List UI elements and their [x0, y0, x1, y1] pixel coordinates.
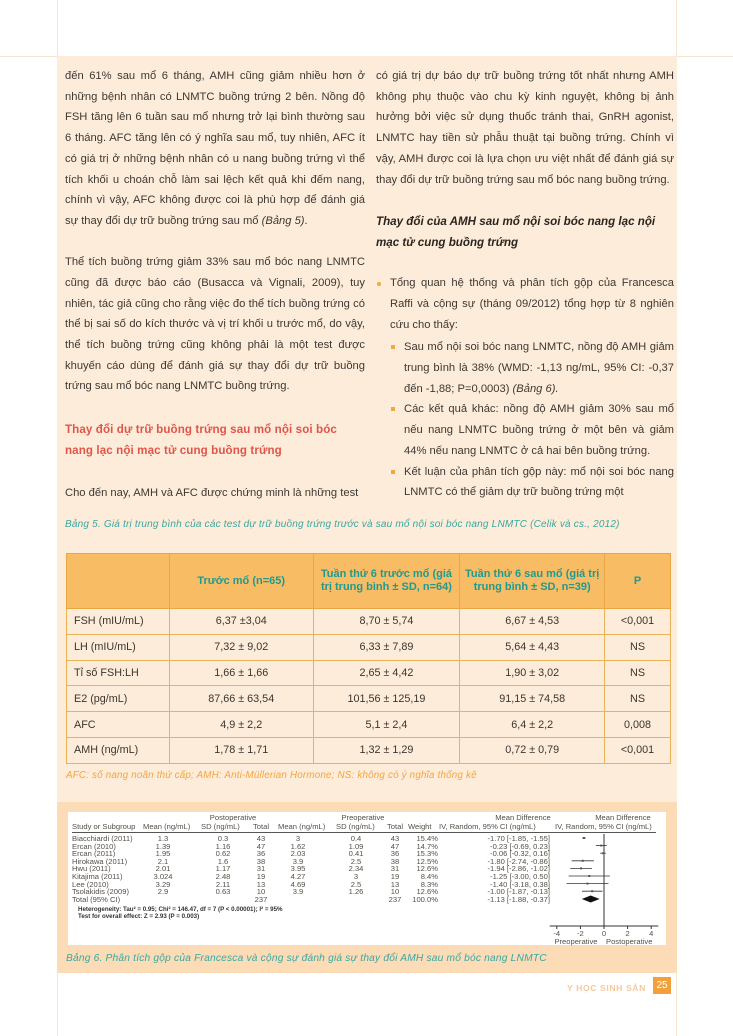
post-total: 13 [256, 879, 266, 889]
table5-note: AFC: số nang noãn thứ cấp; AMH: Anti-Müllerian Hormone; NS: không có ý nghĩa thống kê [66, 770, 477, 781]
table5-cell: 8,70 ± 5,74 [313, 609, 460, 635]
study-name: Ercan (2011) [72, 849, 116, 859]
table5-cell: <0,001 [605, 609, 671, 635]
study-weight: 12.5% [416, 856, 438, 866]
pre-total: 38 [390, 856, 400, 866]
table5-cell: 2,65 ± 4,42 [313, 660, 460, 686]
table5-row-label: E2 (pg/mL) [67, 686, 170, 712]
study-name: Kitajima (2011) [72, 872, 123, 881]
left-para-3: Cho đến nay, AMH và AFC được chứng minh là những test [65, 487, 359, 500]
study-mean-difference: -1.25 [-3.00, 0.50] [490, 872, 550, 881]
left-para-1: đến 61% sau mổ 6 tháng, AMH cũng giảm nhiều hơn ở những bệnh nhân có LNMTC buồng trứng 2 bên. Nồng độ FSH tăng lên 6 tuần sau mổ nhưng trở lại bình thường sau 6 tháng. AFC tăng lên có ý nghĩa sau mổ, tuy nhiên, AFC ít có giá trị ở những bệnh nhân có u nang buồng trứng vì thể tích khối u choán chỗ làm sai lệch kết quả khi đếm nang, chính vì vậy, AFC không được coi là phù hợp để đánh giá sự thay đổi dự trữ buồng trứng sau mổ (Bảng 5). [65, 70, 365, 227]
table5-cell: 5,64 ± 4,43 [460, 634, 605, 660]
pre-mean: 3.95 [290, 864, 306, 874]
post-total: 19 [256, 872, 266, 881]
study-mean-difference: -1.70 [-1.85, -1.55] [487, 834, 550, 843]
post-mean: 2.01 [155, 864, 171, 874]
right-column [376, 66, 674, 503]
pre-mean: 4.69 [290, 879, 306, 889]
group-header-mean-difference-plot: Mean Difference [595, 813, 651, 822]
post-mean: 1.3 [157, 834, 169, 843]
table5-cell: 1,78 ± 1,71 [169, 737, 313, 763]
pre-sd: 0.4 [350, 834, 362, 843]
post-total: 47 [256, 841, 266, 851]
table5-cell: <0,001 [605, 737, 671, 763]
table5-row [67, 712, 671, 738]
total-post-n: 237 [254, 895, 268, 904]
table5-cell: 1,66 ± 1,66 [169, 660, 313, 686]
right-para-1: có giá trị dự báo dự trữ buồng trứng tốt nhất nhưng AMH không phụ thuộc vào chu kỳ kinh nguyệt, không bị ảnh hưởng bởi việc sử dụng thuốc tránh thai, GnRH agonist, LNMTC hay tiền sử phẫu thuật tại buồng trứng. Chính vì vậy, AMH được coi là lựa chọn ưu việt nhất để đánh giá sự thay đổi dự trữ buồng trứng sau mổ bóc nang buồng trứng. [376, 70, 674, 186]
total-label: Total (95% CI) [72, 895, 121, 904]
table5-cell: 0,008 [605, 712, 671, 738]
table5-cell: NS [605, 660, 671, 686]
study-name: Hirokawa (2011) [72, 856, 128, 866]
pre-mean: 3 [295, 834, 301, 843]
pre-sd: 0.41 [348, 849, 364, 859]
group-header-postoperative: Postoperative [209, 813, 257, 822]
sub-bullet-list [390, 337, 674, 503]
post-sd: 2.11 [215, 879, 231, 889]
axis-tick-label: -4 [553, 929, 561, 938]
forest-column-header: Weight [408, 822, 432, 831]
table5-cell: NS [605, 686, 671, 712]
table5-row-label: AMH (ng/mL) [67, 737, 170, 763]
post-sd: 2.48 [215, 872, 231, 881]
table5-header: Tuần thứ 6 sau mổ (giá trị trung bình ± SD, n=39) [460, 554, 605, 609]
table5-cell: 101,56 ± 125,19 [313, 686, 460, 712]
post-mean: 1.95 [155, 849, 171, 859]
table5-row [67, 609, 671, 635]
forest-plot [68, 812, 666, 945]
pre-mean: 2.03 [290, 849, 306, 859]
pre-total: 13 [390, 879, 400, 889]
axis-label-postoperative: Postoperative [606, 937, 653, 946]
post-sd: 0.3 [217, 834, 229, 843]
forest-column-header: Total [253, 822, 270, 831]
table5-cell: 6,4 ± 2,2 [460, 712, 605, 738]
pre-total: 43 [390, 834, 400, 843]
study-mean-difference: -0.23 [-0.69, 0.23] [490, 841, 550, 851]
bullet-item: Tổng quan hệ thống và phân tích gộp của Francesca Raffi và cộng sự (tháng 09/2012) tổng hợp từ 8 nghiên cứu cho thấy: Sau mổ nội soi bóc nang LNMTC, nồng độ AMH giảm trung bình là 38% (WMD: -1,13 ng/mL, 95% CI: -0,37 đến -1,88; P=0,0003) (Bảng 6). Các kết quả khác: nồng độ AMH giảm 30% sau mổ nếu nang LNMTC buồng trứng ở một bên và giảm 44% nếu nang LNMTC ở cả hai bên buồng trứng. Kết luận của phân tích gộp này: mổ nội soi bóc nang LNMTC có thể giảm dự trữ buồng trứng một [376, 273, 674, 503]
axis-label-preoperative: Preoperative [554, 937, 598, 946]
forest-column-header: Mean (ng/mL) [278, 822, 326, 831]
pre-total: 47 [390, 841, 400, 851]
group-header-mean-difference: Mean Difference [495, 813, 551, 822]
pre-total: 19 [390, 872, 400, 881]
table5-header [67, 554, 170, 609]
journal-title: Y HỌC SINH SẢN [567, 983, 646, 993]
post-sd: 0.62 [215, 849, 231, 859]
study-weight: 14.7% [416, 841, 438, 851]
study-mean-difference: -1.00 [-1.87, -0.13] [487, 887, 550, 897]
post-total: 38 [256, 856, 266, 866]
total-pre-n: 237 [388, 895, 402, 904]
sub-bullet-item: Sau mổ nội soi bóc nang LNMTC, nồng độ AMH giảm trung bình là 38% (WMD: -1,13 ng/mL, 95% CI: -0,37 đến -1,88; P=0,0003) (Bảng 6). [390, 337, 674, 399]
study-mean-difference: -1.80 [-2.74, -0.86] [487, 856, 550, 866]
table5-header: Trước mổ (n=65) [169, 554, 313, 609]
forest-column-header: SD (ng/mL) [201, 822, 240, 831]
pre-sd: 2.5 [350, 879, 362, 889]
axis-tick-label: 4 [649, 929, 654, 938]
study-weight: 15.3% [416, 849, 438, 859]
pre-total: 31 [390, 864, 400, 874]
table5-cell: NS [605, 634, 671, 660]
forest-column-header: Mean (ng/mL) [143, 822, 191, 831]
post-total: 10 [256, 887, 266, 897]
table5-cell: 7,32 ± 9,02 [169, 634, 313, 660]
table5-cell: 91,15 ± 74,58 [460, 686, 605, 712]
pre-mean: 1.62 [290, 841, 306, 851]
forest-column-header: IV, Random, 95% CI (ng/mL) [439, 822, 536, 831]
group-header-preoperative: Preoperative [341, 813, 385, 822]
sub-bullet-item: Các kết quả khác: nồng độ AMH giảm 30% sau mổ nếu nang LNMTC buồng trứng ở một bên và giảm 44% nếu nang LNMTC ở cả hai bên buồng trứng. [390, 399, 674, 461]
pre-mean: 3.9 [292, 887, 304, 897]
post-sd: 1.16 [215, 841, 231, 851]
study-mean-difference: -0.06 [-0.32, 0.16] [490, 849, 550, 859]
post-mean: 3.024 [153, 872, 173, 881]
table5-cell: 5,1 ± 2,4 [313, 712, 460, 738]
study-weight: 15.4% [416, 834, 438, 843]
forest-column-header: Study or Subgroup [72, 822, 136, 831]
table5-header: Tuần thứ 6 trước mổ (giá trị trung bình ± SD, n=64) [313, 554, 460, 609]
sub-bullet-item: Kết luận của phân tích gộp này: mổ nội soi bóc nang LNMTC có thể giảm dự trữ buồng trứng một [390, 462, 674, 503]
post-total: 36 [256, 849, 266, 859]
post-sd: 1.6 [217, 856, 229, 866]
study-name: Tsolakidis (2009) [72, 887, 129, 897]
pre-sd: 2.34 [348, 864, 364, 874]
post-mean: 1.39 [155, 841, 171, 851]
axis-tick-label: 0 [601, 929, 607, 938]
table5-row-label: AFC [67, 712, 170, 738]
page-number: 25 [653, 977, 671, 994]
forest-column-header: Total [387, 822, 404, 831]
table5-cell: 0,72 ± 0,79 [460, 737, 605, 763]
pre-sd: 3 [353, 872, 359, 881]
study-weight: 12.6% [416, 864, 438, 874]
left-column [65, 66, 365, 504]
table5-cell: 4,9 ± 2,2 [169, 712, 313, 738]
table5-cell: 1,90 ± 3,02 [460, 660, 605, 686]
pre-sd: 1.09 [348, 841, 364, 851]
study-name: Lee (2010) [72, 879, 109, 889]
post-total: 31 [256, 864, 266, 874]
study-weight: 8.4% [420, 872, 438, 881]
study-weight: 12.6% [416, 887, 438, 897]
bullet-list [376, 273, 674, 503]
section-heading-ovarian-reserve: Thay đổi dự trữ buồng trứng sau mổ nội soi bóc nang lạc nội mạc tử cung buồng trứng [65, 423, 337, 458]
forest-column-header: SD (ng/mL) [336, 822, 375, 831]
post-mean: 2.1 [157, 856, 169, 866]
table5-row [67, 737, 671, 763]
study-name: Hwu (2011) [72, 864, 111, 874]
pre-sd: 2.5 [350, 856, 362, 866]
study-name: Biacchiardi (2011) [72, 834, 133, 843]
table5-cell: 6,67 ± 4,53 [460, 609, 605, 635]
pre-mean: 4.27 [290, 872, 306, 881]
table5-row-label: LH (mIU/mL) [67, 634, 170, 660]
figure6-caption: Bảng 6. Phân tích gộp của Francesca và cộng sự đánh giá sự thay đổi AMH sau mổ bóc nang LNMTC [66, 953, 547, 964]
post-sd: 0.63 [215, 887, 231, 897]
study-mean-difference: -1.40 [-3.18, 0.38] [490, 879, 550, 889]
forest-plot-graphic [68, 812, 666, 945]
table5-header: P [605, 554, 671, 609]
study-mean-difference: -1.94 [-2.86, -1.02] [487, 864, 550, 874]
pre-total: 36 [390, 849, 400, 859]
table5-caption: Bảng 5. Giá trị trung bình của các test dự trữ buồng trứng trước và sau mổ nội soi bóc nang LNMTC (Celik và cs., 2012) [65, 519, 620, 530]
forest-column-header: IV, Random, 95% CI (ng/mL) [555, 822, 652, 831]
table5-header-row [67, 554, 671, 609]
post-total: 43 [256, 834, 266, 843]
table5 [66, 553, 671, 764]
table5-row-label: Tỉ số FSH:LH [67, 660, 170, 686]
pre-mean: 3.9 [292, 856, 304, 866]
study-weight: 8.3% [420, 879, 438, 889]
study-name: Ercan (2010) [72, 841, 116, 851]
heterogeneity-stat: Heterogeneity: Tau² = 0.95; Chi² = 146.47, df = 7 (P < 0.00001); I² = 95% [78, 906, 283, 913]
table5-row [67, 660, 671, 686]
table5-row-label: FSH (mIU/mL) [67, 609, 170, 635]
post-mean: 2.9 [157, 887, 169, 897]
axis-tick-label: 2 [625, 929, 630, 938]
post-sd: 1.17 [215, 864, 231, 874]
total-weight: 100.0% [412, 895, 438, 904]
pre-total: 10 [390, 887, 400, 897]
table5-cell: 6,37 ±3,04 [169, 609, 313, 635]
pre-sd: 1.26 [348, 887, 364, 897]
table5-row [67, 686, 671, 712]
left-para-2: Thể tích buồng trứng giảm 33% sau mổ bóc nang LNMTC cũng đã được báo cáo (Busacca và Vignali, 2009), tuy nhiên, tác giả cũng cho rằng việc đo thể tích buồng trứng có thể bị sai số do kích thước và vị trí khối u trước mổ, do vậy, thể tích buồng trứng cũng không phải là một test được khuyến cáo dùng để đánh giá sự thay đổi dự trữ buồng trứng sau mổ bóc nang LNMTC buồng trứng. [65, 256, 365, 393]
table5-row [67, 634, 671, 660]
axis-tick-label: -2 [577, 929, 584, 938]
total-mean-difference: -1.13 [-1.88, -0.37] [487, 895, 550, 904]
section-heading-amh-change: Thay đổi của AMH sau mổ nội soi bóc nang lạc nội mạc tử cung buồng trứng [376, 215, 656, 250]
post-mean: 3.29 [155, 879, 171, 889]
table5-cell: 1,32 ± 1,29 [313, 737, 460, 763]
table5-cell: 6,33 ± 7,89 [313, 634, 460, 660]
overall-effect-stat: Test for overall effect: Z = 2.93 (P = 0.003) [78, 913, 200, 920]
table5-cell: 87,66 ± 63,54 [169, 686, 313, 712]
